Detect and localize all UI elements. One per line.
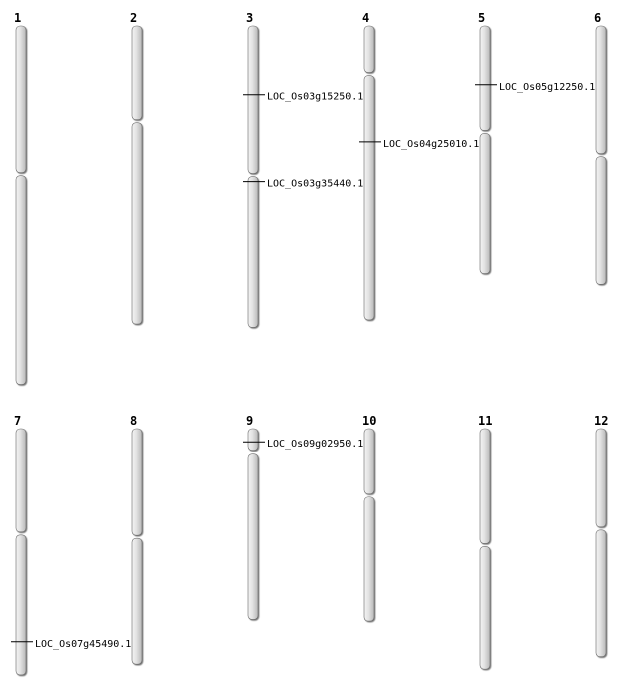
chromosome-label: 10: [362, 414, 377, 428]
chromosome-label: 6: [594, 11, 602, 25]
gene-marker: [11, 639, 131, 650]
chromosome-p-arm: [480, 429, 490, 543]
chromosome-q-arm: [480, 133, 490, 273]
gene-label: LOC_Os03g35440.1: [267, 178, 364, 190]
chromosome-label: 12: [594, 414, 609, 428]
chromosome-label: 5: [478, 11, 486, 25]
chromosome-7: [14, 414, 26, 675]
gene-marker: [243, 92, 363, 103]
gene-marker: [243, 439, 363, 450]
chromosome-p-arm: [364, 26, 374, 73]
chromosome-9: [246, 414, 258, 619]
chromosome-label: 9: [246, 414, 254, 428]
gene-label: LOC_Os09g02950.1: [267, 439, 364, 451]
chromosome-q-arm: [248, 454, 258, 620]
chromosome-5: [478, 11, 490, 274]
gene-label: LOC_Os05g12250.1: [499, 81, 596, 93]
chromosome-label: 11: [478, 414, 493, 428]
chromosome-q-arm: [132, 123, 142, 324]
gene-label: LOC_Os03g15250.1: [267, 91, 364, 103]
gene-marker: [359, 139, 479, 150]
chromosome-p-arm: [132, 26, 142, 120]
chromosome-layer: [14, 11, 608, 675]
chromosome-p-arm: [248, 429, 258, 451]
chromosome-4: [362, 11, 374, 320]
chromosome-q-arm: [480, 546, 490, 669]
chromosome-q-arm: [596, 530, 606, 657]
chromosome-label: 3: [246, 11, 254, 25]
chromosome-q-arm: [16, 535, 26, 675]
chromosome-p-arm: [16, 429, 26, 532]
chromosome-10: [362, 414, 376, 621]
gene-label: LOC_Os07g45490.1: [35, 638, 132, 650]
chromosome-12: [594, 414, 608, 657]
gene-label: LOC_Os04g25010.1: [383, 138, 480, 150]
chromosome-8: [130, 414, 142, 664]
chromosome-label: 7: [14, 414, 22, 428]
chromosome-q-arm: [596, 157, 606, 285]
chromosome-p-arm: [248, 26, 258, 174]
gene-marker-layer: [11, 82, 595, 650]
chromosome-q-arm: [364, 76, 374, 320]
chromosome-p-arm: [596, 429, 606, 527]
chromosome-p-arm: [480, 26, 490, 130]
chromosome-q-arm: [364, 497, 374, 621]
gene-marker: [243, 179, 363, 190]
chromosome-1: [14, 11, 26, 385]
chromosome-label: 8: [130, 414, 138, 428]
chromosome-11: [478, 414, 492, 669]
chromosome-q-arm: [248, 177, 258, 328]
chromosome-p-arm: [16, 26, 26, 173]
chromosome-3: [246, 11, 258, 327]
chromosome-6: [594, 11, 606, 284]
chromosome-2: [130, 11, 142, 324]
chromosome-label: 1: [14, 11, 22, 25]
gene-marker: [475, 82, 595, 93]
chromosome-q-arm: [132, 538, 142, 664]
chromosome-q-arm: [16, 176, 26, 385]
chromosome-label: 4: [362, 11, 370, 25]
chromosome-p-arm: [132, 429, 142, 535]
chromosome-p-arm: [596, 26, 606, 154]
chromosome-p-arm: [364, 429, 374, 494]
chromosome-label: 2: [130, 11, 138, 25]
